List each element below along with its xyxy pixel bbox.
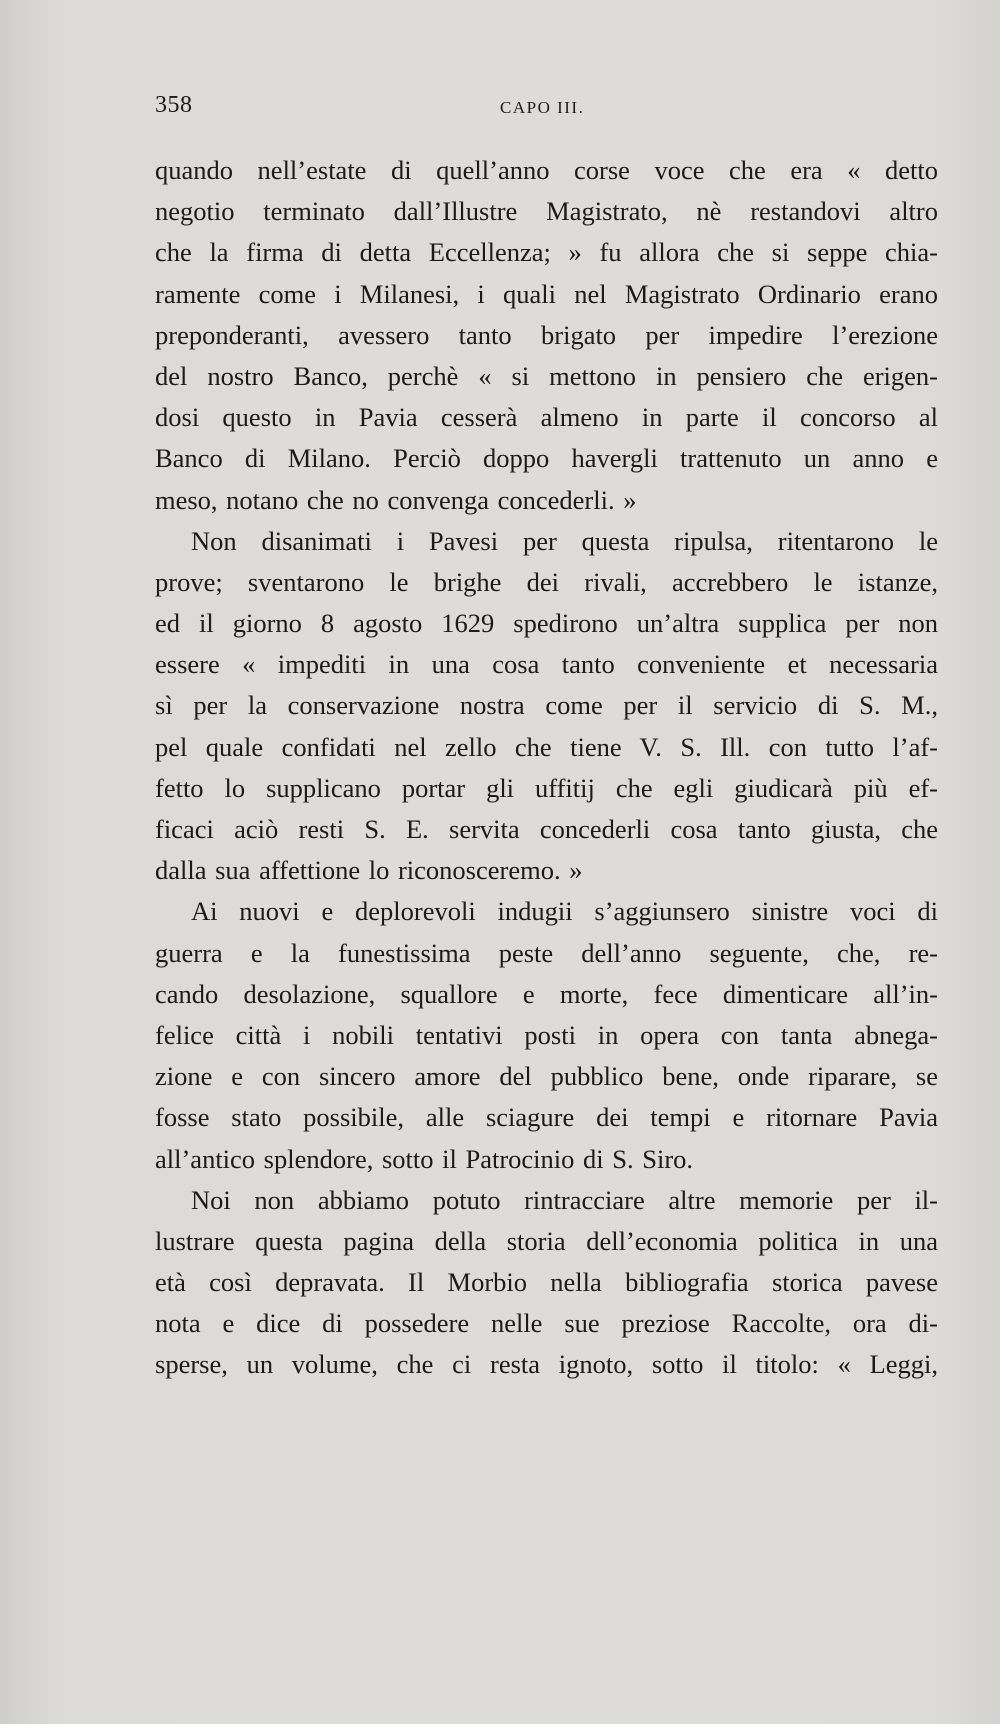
page-header	[155, 92, 920, 132]
text-line: fosse stato possibile, alle sciagure dei tempi e ritornare Pavia	[155, 1102, 938, 1133]
text-line: pel quale confidati nel zello che tiene V. S. Ill. con tutto l’af-	[155, 731, 938, 762]
text-line: Non disanimati i Pavesi per questa ripulsa, ritentarono le	[191, 525, 938, 556]
text-line: zione e con sincero amore del pubblico bene, onde riparare, se	[155, 1061, 938, 1092]
text-line: Ai nuovi e deplorevoli indugii s’aggiunsero sinistre voci di	[191, 896, 938, 927]
text-line: ramente come i Milanesi, i quali nel Magistrato Ordinario erano	[155, 278, 938, 309]
text-line: cando desolazione, squallore e morte, fece dimenticare all’in-	[155, 978, 938, 1009]
page-number: 358	[155, 92, 193, 118]
text-line: nota e dice di possedere nelle sue preziose Raccolte, ora di-	[155, 1308, 938, 1339]
text-line: quando nell’estate di quell’anno corse voce che era « detto	[155, 155, 938, 185]
text-line: meso, notano che no convenga concederli. »	[155, 484, 637, 515]
text-line: Noi non abbiamo potuto rintracciare altre memorie per il-	[191, 1184, 938, 1215]
text-line: dosi questo in Pavia cesserà almeno in parte il concorso al	[155, 402, 938, 433]
text-line: negotio terminato dall’Illustre Magistrato, nè restandovi altro	[155, 196, 938, 227]
body-text	[155, 150, 938, 1386]
text-line: sperse, un volume, che ci resta ignoto, sotto il titolo: « Leggi,	[155, 1349, 938, 1380]
text-line: che la firma di detta Eccellenza; » fu allora che si seppe chia-	[155, 237, 938, 268]
text-line: età così depravata. Il Morbio nella bibliografia storica pavese	[155, 1267, 938, 1298]
text-line: all’antico splendore, sotto il Patrocinio di S. Siro.	[155, 1143, 694, 1174]
text-line: preponderanti, avessero tanto brigato per impedire l’erezione	[155, 319, 938, 350]
text-line: sì per la conservazione nostra come per il servicio di S. M.,	[155, 690, 938, 721]
text-line: guerra e la funestissima peste dell’anno seguente, che, re-	[155, 937, 938, 968]
text-line: lustrare questa pagina della storia dell’economia politica in una	[155, 1225, 938, 1256]
text-line: dalla sua affettione lo riconosceremo. »	[155, 855, 583, 886]
text-line: ficaci aciò resti S. E. servita concederli cosa tanto giusta, che	[155, 814, 938, 844]
text-line: fetto lo supplicano portar gli uffitij che egli giudicarà più ef-	[155, 772, 938, 803]
text-line: felice città i nobili tentativi posti in opera con tanta abnega-	[155, 1019, 938, 1050]
text-line: del nostro Banco, perchè « si mettono in pensiero che erigen-	[155, 360, 938, 391]
text-line: essere « impediti in una cosa tanto conveniente et necessaria	[155, 649, 938, 680]
text-line: Banco di Milano. Perciò doppo havergli trattenuto un anno e	[155, 443, 938, 474]
text-line: prove; sventarono le brighe dei rivali, accrebbero le istanze,	[155, 566, 938, 597]
text-line: ed il giorno 8 agosto 1629 spedirono un’altra supplica per non	[155, 608, 938, 639]
running-head: CAPO III.	[500, 98, 585, 117]
